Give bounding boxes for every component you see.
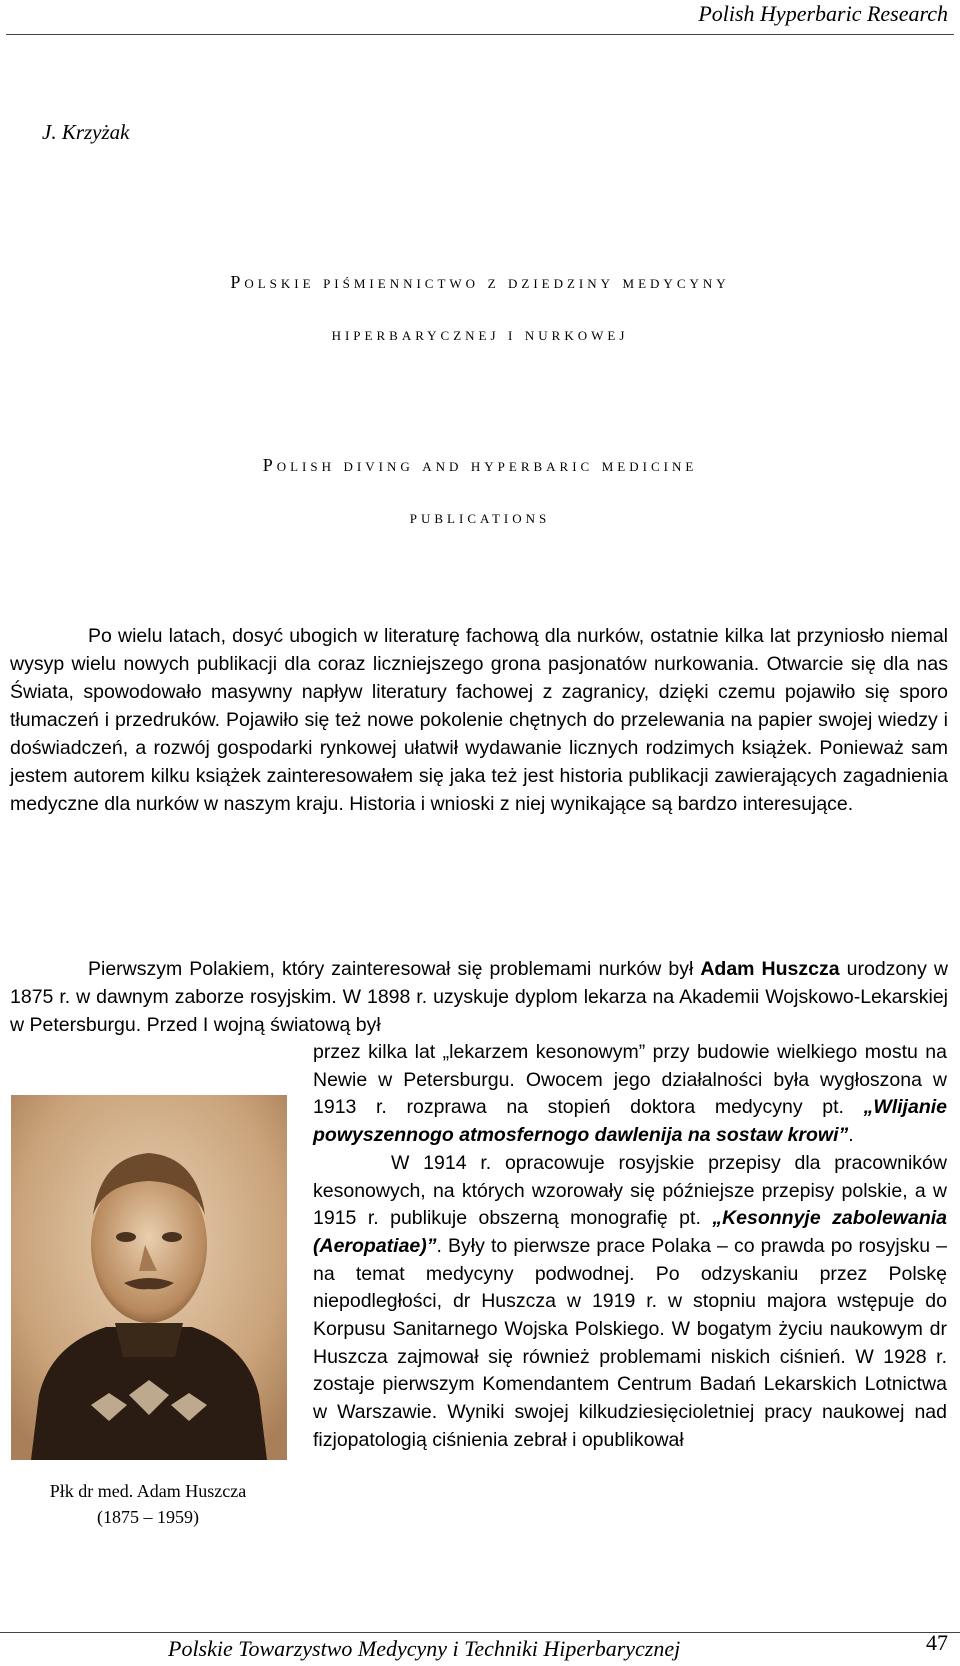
title-en-line1-text: Polish diving and hyperbaric medicine — [262, 455, 698, 475]
title-pl-line1 — [0, 272, 960, 293]
title-en-line2-text: publications — [409, 507, 551, 527]
huszcza-paragraph-after: urodzony w 1875 r. w dawnym zaborze rosyjskim. W 1898 r. uzyskuje dyplom lekarza na Akademii Wojskowo-Lekarskiej w Petersburgu. Przed I wojną światową był — [10, 958, 948, 1036]
portrait-photo — [11, 1095, 287, 1460]
huszcza-paragraph-before: Pierwszym Polakiem, który zainteresował się problemami nurków był — [88, 958, 701, 980]
title-en-line2 — [0, 507, 960, 528]
bio-text-3: W 1914 r. opracowuje rosyjskie przepisy dla pracowników kesonowych, na których wzorowały się późniejsze przepisy polskie, a w 1915 r. publikuje obszerną monografię pt. — [313, 1151, 947, 1230]
caption-line2: (1875 – 1959) — [97, 1507, 199, 1527]
footer-society: Polskie Towarzystwo Medycyny i Techniki Hiperbarycznej — [168, 1636, 681, 1661]
huszcza-paragraph — [10, 955, 948, 1039]
bio-text-1: przez kilka lat „lekarzem kesonowym” przy budowie wielkiego mostu na Newie w Petersburgu. Owocem jego działalności była wygłoszona w 1913 r. rozprawa na stopień doktora medycyny pt. — [313, 1041, 947, 1119]
biography-block1 — [313, 1039, 947, 1150]
title-en-line1 — [0, 455, 960, 476]
photo-caption — [10, 1478, 286, 1530]
huszcza-name: Adam Huszcza — [700, 958, 840, 980]
bio-text-2: . — [848, 1124, 854, 1147]
caption-line1: Płk dr med. Adam Huszcza — [49, 1481, 247, 1501]
biography-block2 — [313, 1150, 947, 1455]
title-pl-line2 — [0, 324, 960, 345]
title-pl-line2-text: hiperbarycznej i nurkowej — [331, 324, 629, 344]
page-number: 47 — [926, 1630, 948, 1655]
dissertation-title: „Wlijanie powyszennogo atmosfernogo dawlenija na sostaw krowi” — [313, 1096, 947, 1147]
running-header: Polish Hyperbaric Research — [698, 1, 948, 26]
header-rule — [6, 34, 954, 35]
monograph-title: „Kesonnyje zabolewania (Aeropatiae)” — [313, 1207, 947, 1257]
intro-paragraph-text: Po wielu latach, dosyć ubogich w literaturę fachową dla nurków, ostatnie kilka lat przyniosło niemal wysyp wielu nowych publikacji dla coraz liczniejszego grona pasjonatów nurkowania. Otwarcie się dla nas Świata, spowodowało masywny napływ literatury fachowej z zagranicy, dzięki czemu pojawiło się sporo tłumaczeń i przedruków. Pojawiło się też nowe pokolenie chętnych do przelewania na papier swojej wiedzy i doświadczeń, a rozwój gospodarki rynkowej ułatwił wydawanie licznych rodzimych książek. Ponieważ sam jestem autorem kilku książek zainteresowałem się jaka też jest historia publikacji zawierających zagadnienia medyczne dla nurków w naszym kraju. Historia i wnioski z niej wynikające są bardzo interesujące. — [10, 625, 948, 815]
title-pl-line1-text: Polskie piśmiennictwo z dziedziny medycyny — [230, 272, 730, 292]
intro-paragraph — [10, 622, 948, 818]
biography-column — [313, 1039, 947, 1455]
author-name: J. Krzyżak — [42, 120, 130, 144]
footer-rule — [0, 1632, 960, 1633]
bio-text-4: . Były to pierwsze prace Polaka – co prawda po rosyjsku – na temat medycyny podwodnej. Po odzyskaniu przez Polskę niepodległości, dr Huszcza w 1919 r. w stopniu majora wstępuje do Korpusu Sanitarnego Wojska Polskiego. W bogatym życiu naukowym dr Huszcza zajmował się również problemami niskich ciśnień. W 1928 r. zostaje pierwszym Komendantem Centrum Badań Lekarskich Lotnictwa w Warszawie. Wyniki swojej kilkudziesięcioletniej pracy naukowej nad fizjopatologią ciśnienia zebrał i opublikował — [313, 1234, 947, 1451]
